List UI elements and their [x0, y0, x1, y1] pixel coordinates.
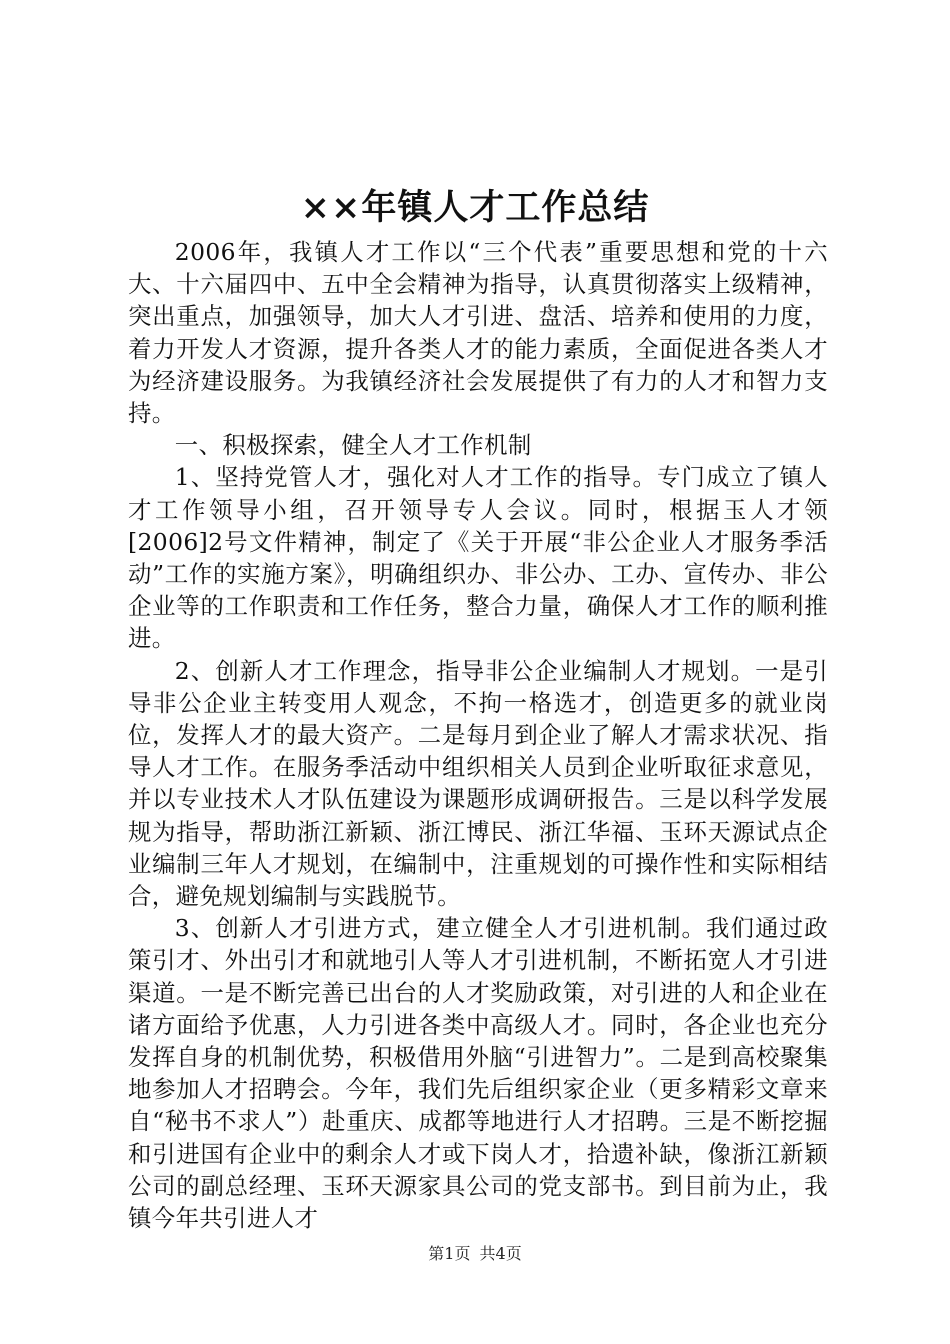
paragraph-item-2: 2、创新人才工作理念，指导非公企业编制人才规划。一是引导非公企业主转变用人观念，不拘一格选才，创造更多的就业岗位，发挥人才的最大资产。二是每月到企业了解人才需求状况、指导人才工作。在服务季活动中组织相关人员到企业听取征求意见，并以专业技术人才队伍建设为课题形成调研报告。三是以科学发展规为指导，帮助浙江新颖、浙江博民、浙江华福、玉环天源试点企业编制三年人才规划，在编制中，注重规划的可操作性和实际相结合，避免规划编制与实践脱节。: [128, 656, 828, 911]
document-title: ××年镇人才工作总结: [300, 187, 650, 228]
section-heading: 一、积极探索，健全人才工作机制: [174, 431, 532, 460]
paragraph-item-3: 3、创新人才引进方式，建立健全人才引进机制。我们通过政策引才、外出引才和就地引人等人才引进机制，不断拓宽人才引进渠道。一是不断完善已出台的人才奖励政策，对引进的人和企业在诸方面给予优惠，人力引进各类中高级人才。同时，各企业也充分发挥自身的机制优势，积极借用外脑“引进智力”。二是到高校聚集地参加人才招聘会。今年，我们先后组织家企业（更多精彩文章来自“秘书不求人”）赴重庆、成都等地进行人才招聘。三是不断挖掘和引进国有企业中的剩余人才或下岗人才，拾遗补缺，像浙江新颖公司的副总经理、玉环天源家具公司的党支部书。到目前为止，我镇今年共引进人才: [128, 914, 828, 1233]
page-footer: [0, 1243, 950, 1265]
document-body: [128, 236, 828, 1234]
paragraph-intro: 2006年，我镇人才工作以“三个代表”重要思想和党的十六大、十六届四中、五中全会精神为指导，认真贯彻落实上级精神，突出重点，加强领导，加大人才引进、盘活、培养和使用的力度，着力开发人才资源，提升各类人才的能力素质，全面促进各类人才为经济建设服务。为我镇经济社会发展提供了有力的人才和智力支持。: [128, 238, 828, 428]
page-total: 共4页: [479, 1244, 522, 1263]
page-number: 第1页: [428, 1244, 471, 1263]
paragraph-item-1: 1、坚持党管人才，强化对人才工作的指导。专门成立了镇人才工作领导小组，召开领导专人会议。同时，根据玉人才领[2006]2号文件精神，制定了《关于开展“非公企业人才服务季活动”工作的实施方案》，明确组织办、非公办、工办、宣传办、非公企业等的工作职责和工作任务，整合力量，确保人才工作的顺利推进。: [128, 463, 828, 653]
